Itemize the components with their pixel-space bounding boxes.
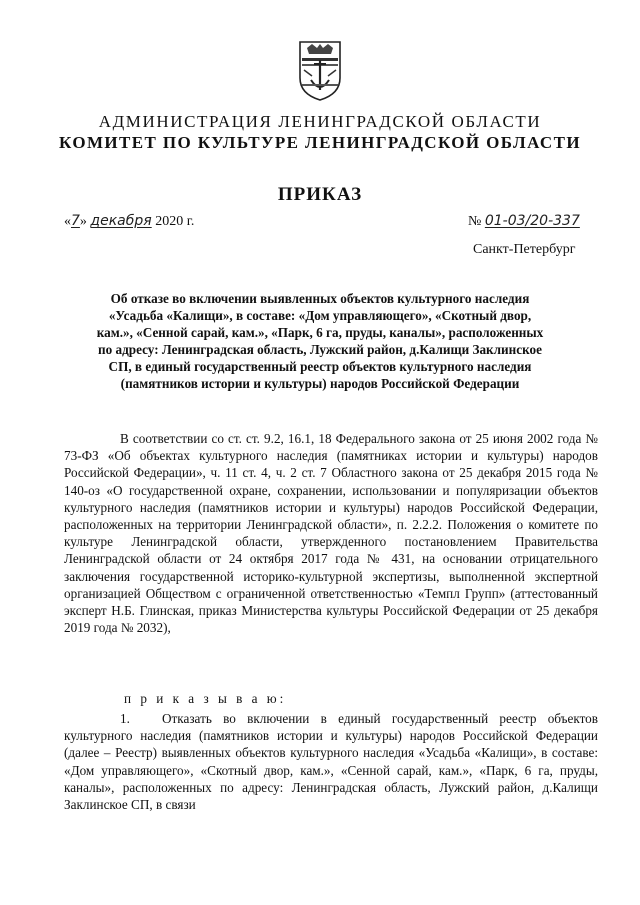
- number-value-handwritten: 01-03/20-337: [484, 213, 580, 229]
- preamble-paragraph: В соответствии со ст. ст. 9.2, 16.1, 18 Федерального закона от 25 июня 2002 года № 73-ФЗ «Об объектах культурного наследия (памятниках истории и культуры) народов Российской Федерации», ч. 11 ст. 4, ч. 2 ст. 7 Областного закона от 25 декабря 2015 года № 140-оз «О государственной охране, сохранении, использовании и популяризации объектов культурного наследия (памятников истории и культуры) народов Российской Федерации, расположенных на территории Ленинградской области», п. 2.2.2. Положения о комитете по культуре Ленинградской области, утвержденного постановлением Правительства Ленинградской области от 24 октября 2017 года № 431, на основании отрицательного заключения государственной историко-культурной экспертизы, выполненной экспертной организацией Обществом с ограниченной ответственностью «Темпл Групп» (аттестованный эксперт Н.Б. Глинская, приказ Министерства культуры Российской Федерации от 25 декабря 2019 года № 2032),: [64, 431, 598, 636]
- order-number: [468, 213, 580, 230]
- administration-heading: АДМИНИСТРАЦИЯ ЛЕНИНГРАДСКОЙ ОБЛАСТИ: [98, 112, 542, 131]
- committee-heading: КОМИТЕТ ПО КУЛЬТУРЕ ЛЕНИНГРАДСКОЙ ОБЛАСТИ: [59, 133, 581, 152]
- document-type-title: ПРИКАЗ: [277, 184, 363, 205]
- date-day-handwritten: 7: [71, 213, 80, 229]
- number-sign: №: [468, 214, 482, 229]
- date-open-quote: «: [64, 214, 71, 229]
- city-name: Санкт-Петербург: [473, 242, 576, 257]
- date-close-quote: »: [79, 214, 87, 229]
- coat-of-arms-icon: [298, 40, 342, 102]
- order-verb: п р и к а з ы в а ю:: [124, 691, 287, 706]
- item-1-text: Отказать во включении в единый государственный реестр объектов культурного наследия (памятников истории и культуры) народов Российской Федерации (далее – Реестр) выявленных объектов культурного наследия «Усадьба «Калищи», в составе: «Дом управляющего», «Скотный двор, кам.», «Сенной сарай, кам.», «Парк, 6 га, пруды, каналы», расположенных по адресу: Ленинградская область, Лужский район, д.Калищи Заклинское СП, в связи: [64, 711, 598, 813]
- item-1-number: 1.: [120, 711, 130, 726]
- order-date: [64, 213, 194, 230]
- item-1-paragraph: [64, 710, 598, 813]
- date-year: 2020 г.: [155, 214, 195, 229]
- date-month-handwritten: декабря: [90, 213, 152, 229]
- order-subject: Об отказе во включении выявленных объектов культурного наследия «Усадьба «Калищи», в составе: «Дом управляющего», «Скотный двор, кам.», «Сенной сарай, кам.», «Парк, 6 га, пруды, каналы», расположенных по адресу: Ленинградская область, Лужский район, д.Калищи Заклинское СП, в единый государственный реестр объектов культурного наследия (памятников истории и культуры) народов Российской Федерации: [96, 291, 544, 391]
